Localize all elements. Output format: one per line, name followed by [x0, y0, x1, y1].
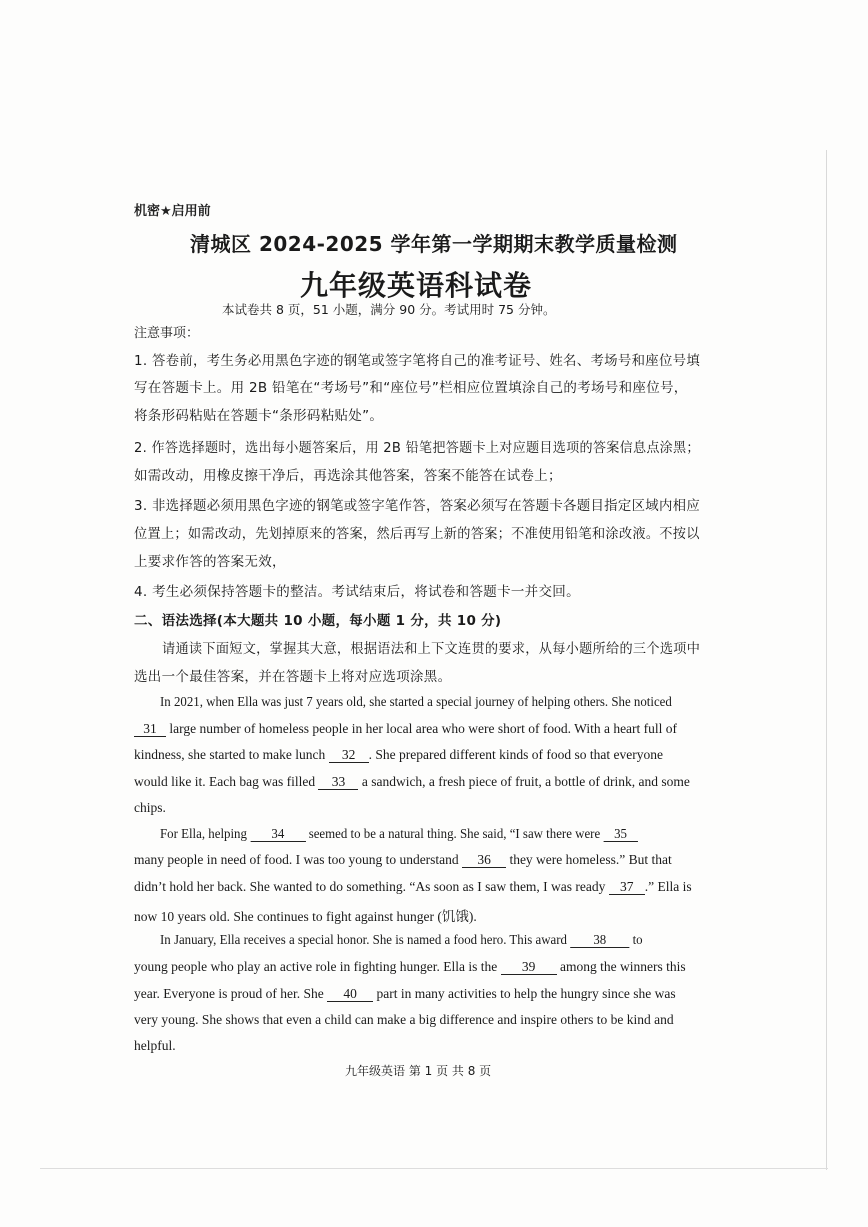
- passage-line: very young. She shows that even a child can make a big difference and inspire others to be kind and: [134, 1012, 674, 1027]
- note-line: 写在答题卡上。用 2B 铅笔在“考场号”和“座位号”栏相应位置填涂自己的考场号和座位号，: [134, 380, 688, 396]
- note-line: 2. 作答选择题时，选出每小题答案后，用 2B 铅笔把答题卡上对应题目选项的答案信息点涂黑；: [134, 440, 700, 456]
- passage-line: now 10 years old. She continues to fight against hunger (饥饿).: [134, 909, 477, 924]
- section-instruction: 请通读下面短文，掌握其大意，根据语法和上下文连贯的要求，从每小题所给的三个选项中: [162, 641, 701, 657]
- blank-34: 34: [250, 827, 305, 842]
- passage-line: chips.: [134, 800, 166, 815]
- blank-37: 37: [609, 880, 645, 895]
- blank-31: 31: [134, 722, 166, 737]
- blank-35: 35: [603, 827, 637, 842]
- note-line: 将条形码粘贴在答题卡“条形码粘贴处”。: [134, 408, 384, 424]
- scan-edge-right: [826, 150, 827, 1170]
- note-line: 3. 非选择题必须用黑色字迹的钢笔或签字笔作答，答案必须写在答题卡各题目指定区域内相应: [134, 498, 701, 514]
- passage-line: helpful.: [134, 1038, 176, 1053]
- passage-line: In 2021, when Ella was just 7 years old, she started a special journey of helping others. She noticed: [160, 694, 672, 709]
- exam-info: 本试卷共 8 页，51 小题，满分 90 分。考试用时 75 分钟。: [222, 302, 556, 317]
- passage-line: For Ella, helping 34 seemed to be a natural thing. She said, “I saw there were 35: [160, 826, 700, 842]
- blank-36: 36: [462, 853, 506, 868]
- note-line: 位置上；如需改动，先划掉原来的答案，然后再写上新的答案；不准使用铅笔和涂改液。不按以: [134, 526, 700, 542]
- blank-38: 38: [570, 933, 629, 948]
- scan-edge-bottom: [40, 1168, 828, 1169]
- blank-33: 33: [318, 775, 358, 790]
- notes-heading: 注意事项：: [134, 326, 200, 341]
- exam-title: 清城区 2024-2025 学年第一学期期末教学质量检测: [190, 232, 678, 256]
- passage-line: year. Everyone is proud of her. She 40 part in many activities to help the hungry since she was: [134, 986, 676, 1001]
- blank-39: 39: [501, 960, 557, 975]
- blank-40: 40: [327, 987, 373, 1002]
- section-heading: 二、语法选择(本大题共 10 小题，每小题 1 分，共 10 分): [134, 613, 502, 629]
- note-line: 如需改动，用橡皮擦干净后，再选涂其他答案，答案不能答在试卷上；: [134, 468, 562, 484]
- passage-line: would like it. Each bag was filled 33 a sandwich, a fresh piece of fruit, a bottle of drink, and some: [134, 774, 690, 789]
- confidential-mark: 机密★启用前: [134, 204, 211, 219]
- blank-32: 32: [329, 748, 369, 763]
- note-line: 上要求作答的答案无效，: [134, 554, 286, 570]
- passage-line: 31 large number of homeless people in her local area who were short of food. With a heart full of: [134, 721, 700, 737]
- passage-line: young people who play an active role in fighting hunger. Ella is the 39 among the winners this: [134, 959, 686, 974]
- passage-line: In January, Ella receives a special honor. She is named a food hero. This award 38 to: [160, 932, 643, 947]
- section-instruction: 选出一个最佳答案，并在答题卡上将对应选项涂黑。: [134, 669, 452, 685]
- page-footer: 九年级英语 第 1 页 共 8 页: [345, 1064, 492, 1078]
- passage-line: didn’t hold her back. She wanted to do something. “As soon as I saw them, I was ready 37 .” Ella is: [134, 879, 692, 894]
- passage-line: kindness, she started to make lunch 32 . She prepared different kinds of food so that everyone: [134, 747, 664, 762]
- exam-subtitle: 九年级英语科试卷: [300, 269, 533, 302]
- note-line: 4. 考生必须保持答题卡的整洁。考试结束后，将试卷和答题卡一并交回。: [134, 584, 580, 600]
- passage-line: many people in need of food. I was too young to understand 36 they were homeless.” But that: [134, 852, 672, 867]
- note-line: 1. 答卷前，考生务必用黑色字迹的钢笔或签字笔将自己的准考证号、姓名、考场号和座位号填: [134, 353, 701, 369]
